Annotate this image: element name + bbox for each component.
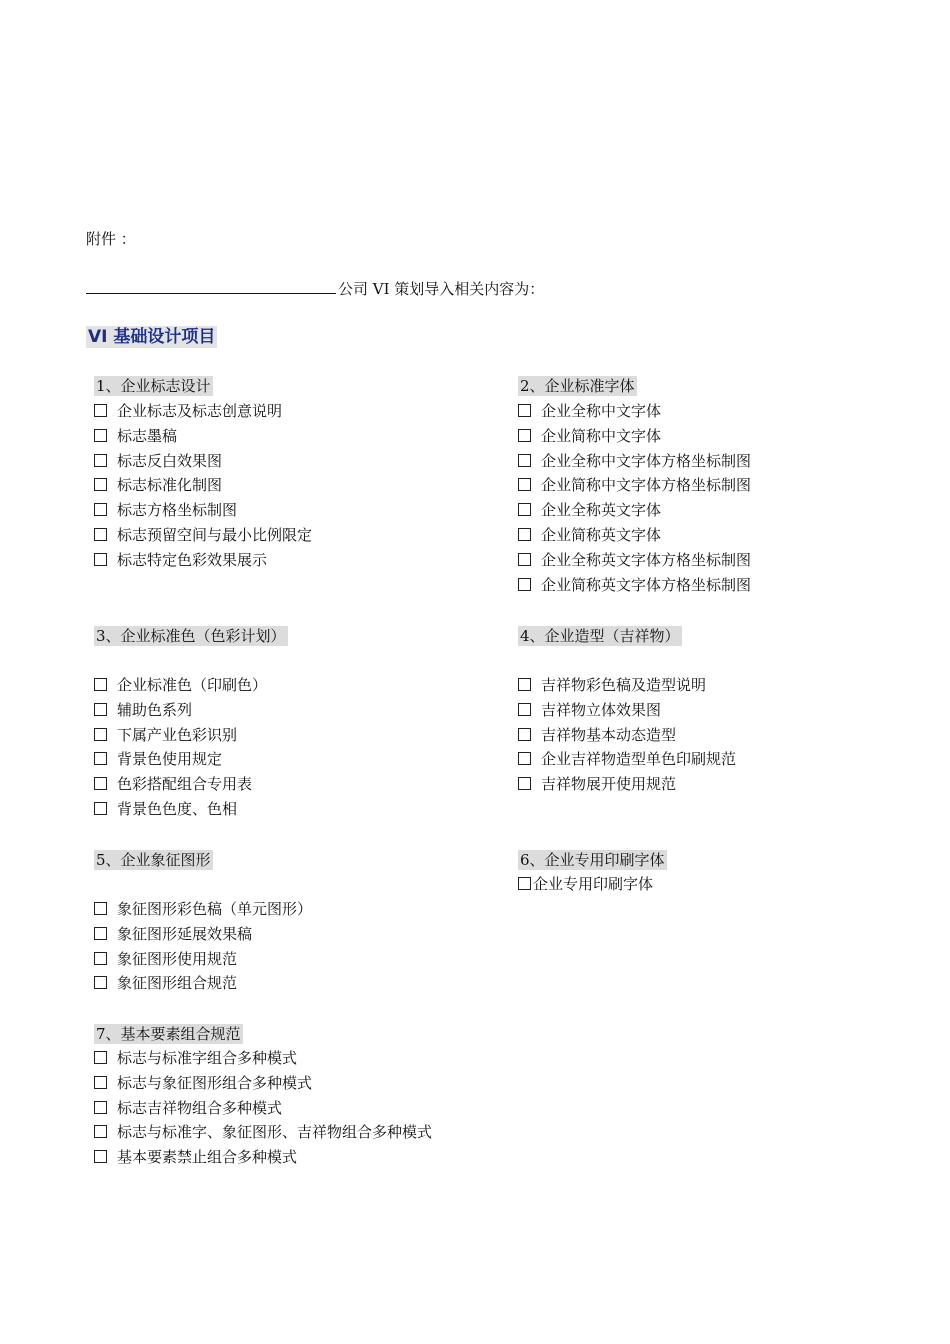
list-item: 象征图形组合规范 — [94, 973, 312, 998]
checkbox-icon[interactable] — [94, 503, 107, 516]
checkbox-icon[interactable] — [94, 1150, 107, 1163]
list-item: 象征图形使用规范 — [94, 949, 312, 974]
list-item: 企业全称中文字体 — [518, 401, 751, 426]
section-heading: 4、企业造型（吉祥物） — [520, 627, 680, 645]
list-item: 企业吉祥物造型单色印刷规范 — [518, 749, 736, 774]
checkbox-icon[interactable] — [94, 478, 107, 491]
section-element-combination — [94, 1024, 432, 1172]
checkbox-icon[interactable] — [94, 678, 107, 691]
list-item: 标志反白效果图 — [94, 451, 312, 476]
checkbox-icon[interactable] — [518, 728, 531, 741]
checkbox-icon[interactable] — [94, 927, 107, 940]
list-item: 企业全称英文字体方格坐标制图 — [518, 550, 751, 575]
checkbox-icon[interactable] — [94, 752, 107, 765]
list-item: 吉祥物展开使用规范 — [518, 774, 736, 799]
list-item: 标志吉祥物组合多种模式 — [94, 1098, 432, 1123]
checkbox-icon[interactable] — [518, 553, 531, 566]
checkbox-icon[interactable] — [94, 777, 107, 790]
section-heading: 1、企业标志设计 — [96, 377, 211, 395]
list-item: 吉祥物彩色稿及造型说明 — [518, 675, 736, 700]
checklist — [94, 1048, 432, 1172]
checkbox-icon[interactable] — [518, 528, 531, 541]
list-item: 标志特定色彩效果展示 — [94, 550, 312, 575]
checklist — [518, 675, 736, 799]
checkbox-icon[interactable] — [94, 404, 107, 417]
checkbox-icon[interactable] — [94, 1051, 107, 1064]
list-item: 象征图形彩色稿（单元图形） — [94, 899, 312, 924]
checkbox-icon[interactable] — [518, 503, 531, 516]
checkbox-icon[interactable] — [94, 553, 107, 566]
section-print-font — [518, 850, 667, 899]
checklist — [518, 874, 667, 899]
checkbox-icon[interactable] — [518, 678, 531, 691]
list-item: 企业全称中文字体方格坐标制图 — [518, 451, 751, 476]
list-item: 吉祥物基本动态造型 — [518, 725, 736, 750]
page-title: VI 基础设计项目 — [88, 327, 216, 347]
checkbox-icon[interactable] — [94, 1125, 107, 1138]
checkbox-icon[interactable] — [94, 703, 107, 716]
list-item: 企业简称中文字体 — [518, 426, 751, 451]
section-heading: 5、企业象征图形 — [96, 851, 211, 869]
checklist — [518, 401, 751, 599]
checkbox-icon[interactable] — [94, 902, 107, 915]
checkbox-icon[interactable] — [518, 777, 531, 790]
checklist — [94, 401, 312, 575]
list-item: 企业专用印刷字体 — [518, 874, 667, 899]
list-item: 标志墨稿 — [94, 426, 312, 451]
list-item: 标志方格坐标制图 — [94, 500, 312, 525]
checkbox-icon[interactable] — [94, 802, 107, 815]
list-item: 基本要素禁止组合多种模式 — [94, 1147, 432, 1172]
list-item: 企业简称英文字体 — [518, 525, 751, 550]
section-standard-font — [518, 376, 751, 599]
section-mascot — [518, 626, 736, 799]
list-item: 标志与标准字、象征图形、吉祥物组合多种模式 — [94, 1122, 432, 1147]
checkbox-icon[interactable] — [94, 429, 107, 442]
company-name-blank — [86, 279, 336, 294]
intro-line — [86, 279, 544, 299]
section-heading: 7、基本要素组合规范 — [96, 1025, 241, 1043]
list-item: 标志预留空间与最小比例限定 — [94, 525, 312, 550]
checklist — [94, 899, 312, 998]
checklist — [94, 675, 288, 824]
checkbox-icon[interactable] — [518, 478, 531, 491]
section-standard-color — [94, 626, 288, 824]
section-heading: 6、企业专用印刷字体 — [520, 851, 665, 869]
checkbox-icon[interactable] — [518, 752, 531, 765]
intro-text: 公司 VI 策划导入相关内容为： — [338, 280, 545, 298]
checkbox-icon[interactable] — [518, 703, 531, 716]
section-symbol-graphics — [94, 850, 312, 998]
list-item: 背景色使用规定 — [94, 749, 288, 774]
section-logo-design — [94, 376, 312, 575]
checkbox-icon[interactable] — [518, 454, 531, 467]
list-item: 背景色色度、色相 — [94, 799, 288, 824]
checkbox-icon[interactable] — [94, 728, 107, 741]
checkbox-icon[interactable] — [94, 1101, 107, 1114]
checkbox-icon[interactable] — [94, 952, 107, 965]
list-item: 企业简称中文字体方格坐标制图 — [518, 475, 751, 500]
checkbox-icon[interactable] — [94, 454, 107, 467]
checkbox-icon[interactable] — [518, 404, 531, 417]
list-item: 色彩搭配组合专用表 — [94, 774, 288, 799]
checkbox-icon[interactable] — [94, 1076, 107, 1089]
list-item: 标志标准化制图 — [94, 475, 312, 500]
list-item: 企业标准色（印刷色） — [94, 675, 288, 700]
list-item: 标志与象征图形组合多种模式 — [94, 1073, 432, 1098]
list-item: 标志与标准字组合多种模式 — [94, 1048, 432, 1073]
attachment-label: 附件 ： — [86, 230, 136, 248]
list-item: 吉祥物立体效果图 — [518, 700, 736, 725]
section-heading: 3、企业标准色（色彩计划） — [96, 627, 286, 645]
checkbox-icon[interactable] — [518, 578, 531, 591]
list-item: 企业标志及标志创意说明 — [94, 401, 312, 426]
checkbox-icon[interactable] — [94, 976, 107, 989]
section-heading: 2、企业标准字体 — [520, 377, 635, 395]
list-item: 辅助色系列 — [94, 700, 288, 725]
list-item: 象征图形延展效果稿 — [94, 924, 312, 949]
list-item: 企业全称英文字体 — [518, 500, 751, 525]
list-item: 下属产业色彩识别 — [94, 725, 288, 750]
checkbox-icon[interactable] — [518, 429, 531, 442]
checkbox-icon[interactable] — [94, 528, 107, 541]
list-item: 企业简称英文字体方格坐标制图 — [518, 575, 751, 600]
checkbox-icon[interactable] — [518, 877, 531, 890]
